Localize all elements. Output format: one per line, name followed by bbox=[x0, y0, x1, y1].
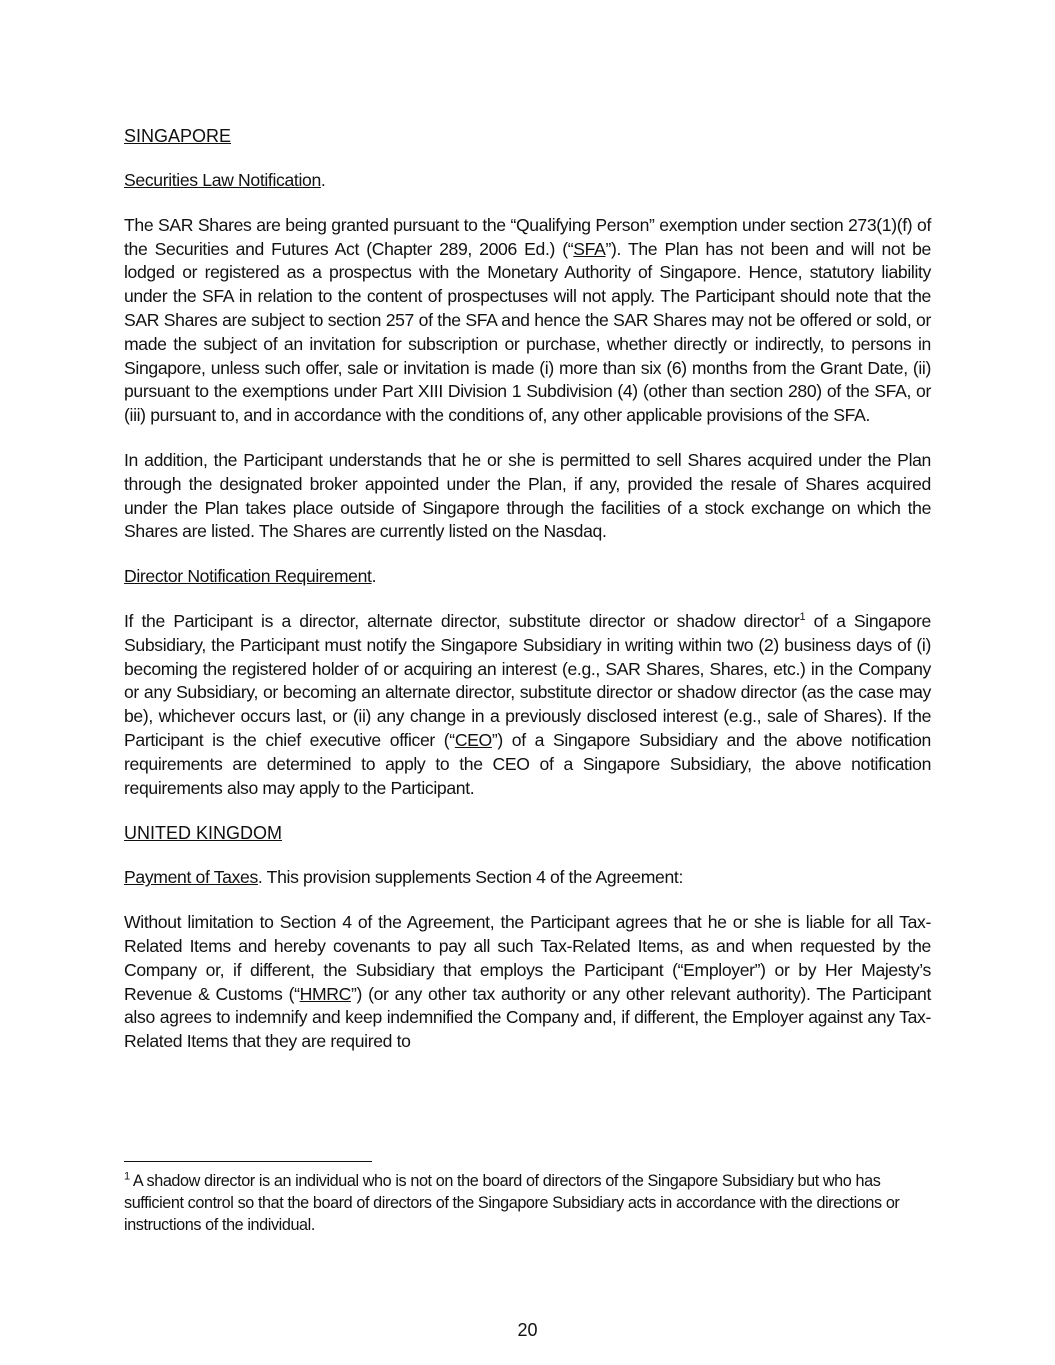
paragraph-securities-1 bbox=[124, 214, 931, 428]
footnote-marker: 1 bbox=[124, 1170, 130, 1183]
payment-of-taxes-title: Payment of Taxes bbox=[124, 867, 258, 888]
subheading-payment-of-taxes bbox=[124, 866, 931, 890]
director-p-text-b: of a Singapore Subsidiary, the Participant must notify the Singapore Subsidiary in writing within two (2) business days of (i) becoming the registered holder of or acquiring an interest (e.g., SAR Shares, Shares, etc.) in the Company or any Subsidiary, or becoming an alternate director, substitute director or shadow director (as the case may be), whichever occurs last, or (ii) any change in a previously disclosed interest (e.g., sale of Shares). If the Participant is the chief executive officer (“ bbox=[124, 610, 931, 750]
footnote bbox=[124, 1170, 931, 1236]
director-p-text-a: If the Participant is a director, alternate director, substitute director or shadow director bbox=[124, 610, 800, 631]
footnote-separator bbox=[124, 1161, 372, 1162]
footnote-reference: 1 bbox=[799, 611, 806, 624]
defined-term-ceo: CEO bbox=[454, 729, 492, 750]
taxes-p-text-a: Without limitation to Section 4 of the Agreement, the Participant agrees that he or she is liable for all Tax-Related Items and hereby covenants to pay all such Tax-Related Items, as and when requested by the Company or, if different, the Subsidiary that employs the Participant (“Employer”) or by Her Majesty’s Revenue & Customs (“ bbox=[124, 912, 931, 1004]
taxes-p-text-b: ”) (or any other tax authority or any other relevant authority). The Participant also agrees to indemnify and keep indemnified the Company and, if different, the Employer against any Tax-Related Items that they are required to bbox=[124, 983, 931, 1052]
section-heading-united-kingdom: UNITED KINGDOM bbox=[124, 823, 283, 844]
paragraph-securities-2: In addition, the Participant understands that he or she is permitted to sell Shares acquired under the Plan through the designated broker appointed under the Plan, if any, provided the resale of Shares acquired under the Plan takes place outside of Singapore through the facilities of a stock exchange on which the Shares are listed. The Shares are currently listed on the Nasdaq. bbox=[124, 449, 931, 542]
director-p-text-c: ”) of a Singapore Subsidiary and the above notification requirements are determined to apply to the CEO of a Singapore Subsidiary, the above notification requirements also may apply to the Participant. bbox=[124, 729, 931, 798]
securities-p1-text-a: The SAR Shares are being granted pursuant to the “Qualifying Person” exemption under section 273(1)(f) of the Securities and Futures Act (Chapter 289, 2006 Ed.) (“ bbox=[124, 214, 931, 259]
paragraph-director bbox=[124, 610, 931, 800]
director-notification-title: Director Notification Requirement bbox=[124, 566, 372, 587]
paragraph-taxes bbox=[124, 911, 931, 1054]
subheading-director-notification: Director Notification Requirement. bbox=[124, 566, 377, 587]
footnote-text: A shadow director is an individual who is not on the board of directors of the Singapore Subsidiary but who has sufficient control so that the board of directors of the Singapore Subsidiary acts in accordance with the directions or instructions of the individual. bbox=[124, 1172, 900, 1234]
defined-term-sfa: SFA bbox=[573, 238, 606, 259]
document-body bbox=[124, 124, 931, 1075]
securities-law-title: Securities Law Notification bbox=[124, 170, 321, 190]
subheading-securities-law: Securities Law Notification. bbox=[124, 170, 326, 190]
defined-term-hmrc: HMRC bbox=[299, 983, 351, 1004]
page-number: 20 bbox=[517, 1320, 538, 1340]
payment-of-taxes-intro: . This provision supplements Section 4 of the Agreement: bbox=[257, 867, 683, 888]
securities-p1-text-b: ”). The Plan has not been and will not be lodged or registered as a prospectus with the Monetary Authority of Singapore. Hence, statutory liability under the SFA in relation to the content of prospectuses will not apply. The Participant should note that the SAR Shares are subject to section 257 of the SFA and hence the SAR Shares may not be offered or sold, or made the subject of an invitation for subscription or purchase, whether directly or indirectly, to persons in Singapore, unless such offer, sale or invitation is made (i) more than six (6) months from the Grant Date, (ii) pursuant to the exemptions under Part XIII Division 1 Subdivision (4) (other than section 280) of the SFA, or (iii) pursuant to, and in accordance with the conditions of, any other applicable provisions of the SFA. bbox=[124, 238, 931, 426]
section-heading-singapore: SINGAPORE bbox=[124, 126, 232, 146]
